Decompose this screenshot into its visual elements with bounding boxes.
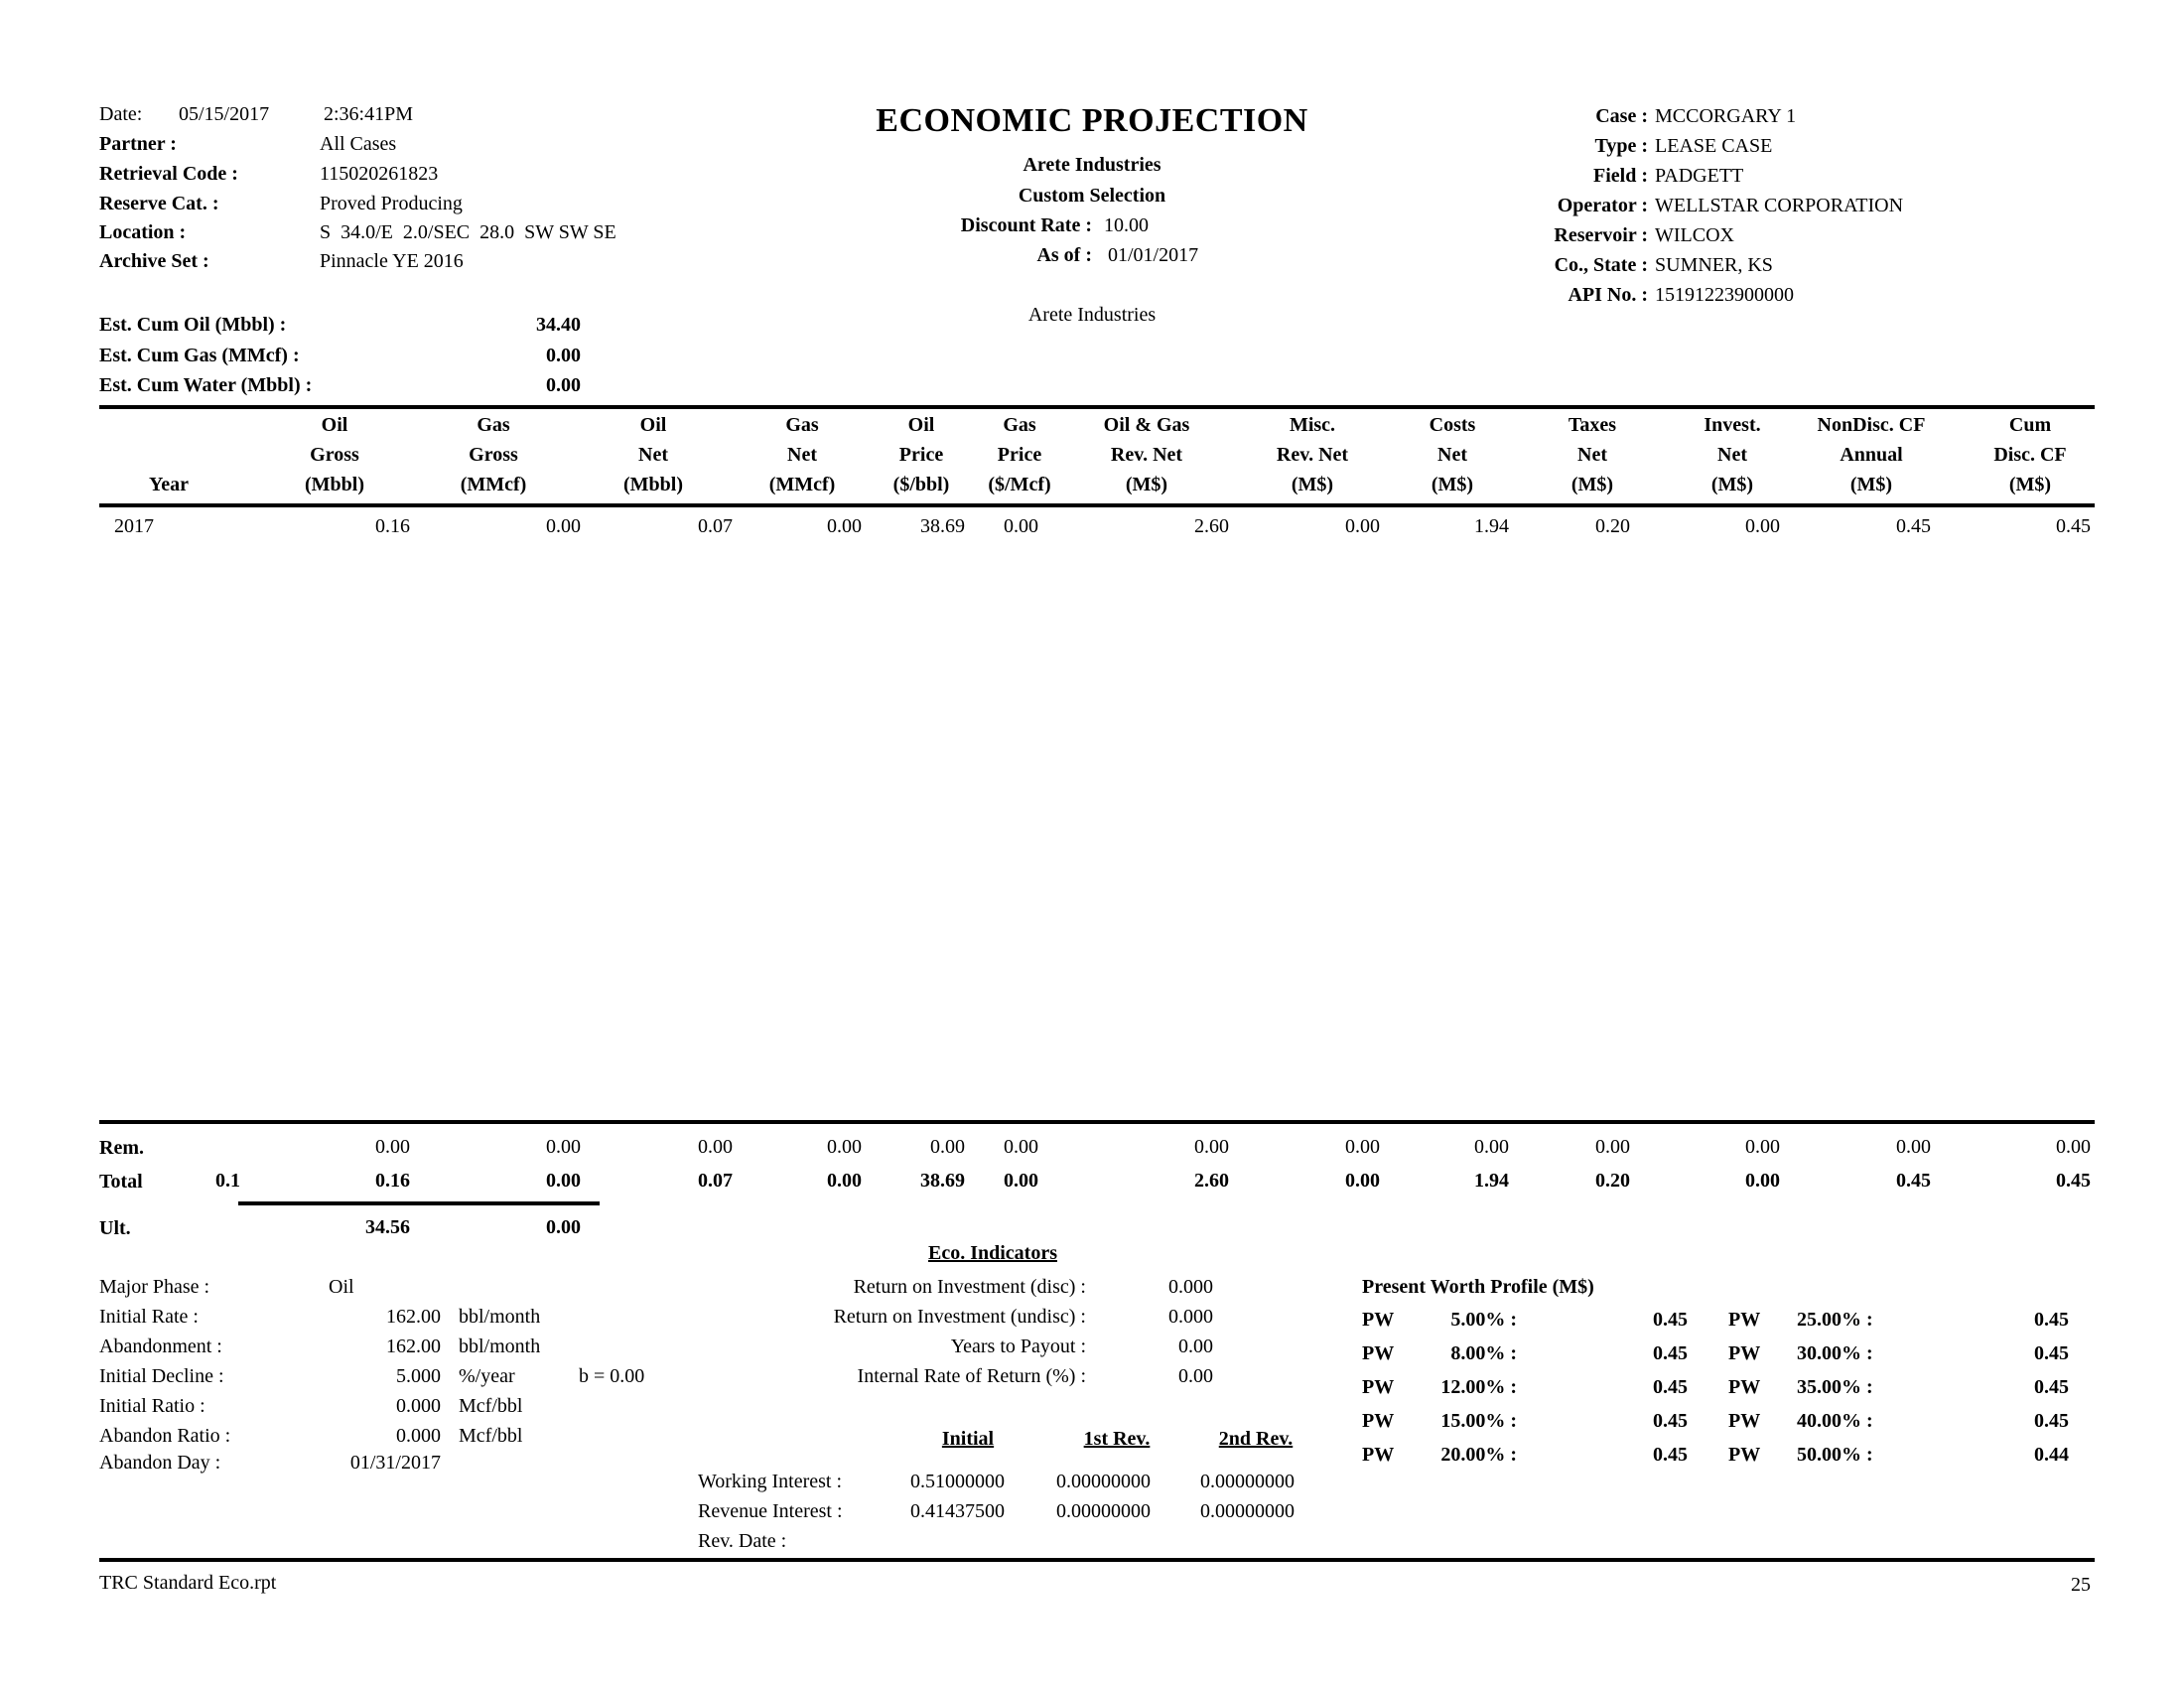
rem-gas-gross: 0.00	[546, 1136, 581, 1158]
pw-prefix: PW	[1728, 1342, 1761, 1364]
cell-oil-net: 0.07	[698, 515, 733, 537]
pw-rate: 50.00% :	[1797, 1444, 1873, 1466]
cell-oil-price: 38.69	[920, 515, 965, 537]
rem-costs: 0.00	[1474, 1136, 1509, 1158]
total-oil-net: 0.07	[698, 1170, 733, 1192]
time-value: 2:36:41PM	[324, 103, 414, 125]
pw-prefix: PW	[1362, 1444, 1395, 1466]
col-header-gas-gross: Gas Gross (MMcf)	[460, 414, 527, 495]
pw-rate: 15.00% :	[1440, 1410, 1517, 1432]
field-label: Field :	[1593, 165, 1648, 187]
pw-value: 0.45	[1653, 1376, 1688, 1398]
pw-value: 0.45	[2034, 1309, 2069, 1331]
total-oilgas-rev: 2.60	[1194, 1170, 1229, 1192]
initial-ratio-unit: Mcf/bbl	[459, 1395, 523, 1417]
asof-value: 01/01/2017	[1108, 244, 1199, 266]
total-misc-rev: 0.00	[1345, 1170, 1380, 1192]
cell-taxes: 0.20	[1595, 515, 1630, 537]
rem-oil-price: 0.00	[930, 1136, 965, 1158]
pw-prefix: PW	[1362, 1410, 1395, 1432]
revenue-interest-initial: 0.41437500	[910, 1500, 1005, 1522]
working-interest-1st: 0.00000000	[1056, 1471, 1151, 1492]
cum-water-value: 0.00	[546, 374, 581, 396]
abandon-day-label: Abandon Day :	[99, 1452, 221, 1474]
pw-prefix: PW	[1362, 1309, 1395, 1331]
rem-invest: 0.00	[1745, 1136, 1780, 1158]
cell-costs: 1.94	[1474, 515, 1509, 537]
totals-top-rule	[99, 1120, 2095, 1124]
rem-gas-net: 0.00	[827, 1136, 862, 1158]
initial-rate-unit: bbl/month	[459, 1306, 541, 1328]
roi-disc-label: Return on Investment (disc) :	[853, 1276, 1086, 1298]
page-number: 25	[2071, 1574, 2091, 1596]
pw-rate: 40.00% :	[1797, 1410, 1873, 1432]
roi-undisc-label: Return on Investment (undisc) :	[833, 1306, 1086, 1328]
pw-title: Present Worth Profile (M$)	[1362, 1276, 1594, 1298]
selection-name: Custom Selection	[1018, 185, 1166, 207]
cell-year: 2017	[114, 515, 154, 537]
col-header-year: Year	[149, 474, 189, 495]
ult-rule	[238, 1201, 600, 1205]
pw-rate: 30.00% :	[1797, 1342, 1873, 1364]
archive-value: Pinnacle YE 2016	[320, 250, 464, 272]
ult-label: Ult.	[99, 1217, 131, 1239]
col-header-oilgas-rev: Oil & Gas Rev. Net (M$)	[1103, 414, 1190, 495]
page-title: ECONOMIC PROJECTION	[876, 102, 1308, 139]
pw-rate: 12.00% :	[1440, 1376, 1517, 1398]
archive-label: Archive Set :	[99, 250, 209, 272]
type-label: Type :	[1594, 135, 1648, 157]
interest-header-1st-rev: 1st Rev.	[1083, 1428, 1151, 1450]
eco-title: Eco. Indicators	[928, 1242, 1057, 1264]
cell-nondisc-cf: 0.45	[1896, 515, 1931, 537]
rem-oil-gross: 0.00	[375, 1136, 410, 1158]
discount-label: Discount Rate :	[960, 214, 1092, 236]
col-header-cum-disc-cf: Cum Disc. CF (M$)	[1993, 414, 2067, 495]
total-years: 0.1	[215, 1170, 240, 1192]
total-costs: 1.94	[1474, 1170, 1509, 1192]
payout-label: Years to Payout :	[950, 1336, 1086, 1357]
pw-prefix: PW	[1362, 1342, 1395, 1364]
rem-oil-net: 0.00	[698, 1136, 733, 1158]
date-value: 05/15/2017	[179, 103, 270, 125]
retrieval-value: 115020261823	[320, 163, 439, 185]
costate-value: SUMNER, KS	[1655, 254, 1773, 276]
cum-oil-value: 34.40	[536, 314, 581, 336]
partner-label: Partner :	[99, 133, 177, 155]
total-taxes: 0.20	[1595, 1170, 1630, 1192]
case-label: Case :	[1595, 105, 1648, 127]
working-interest-2nd: 0.00000000	[1200, 1471, 1295, 1492]
ult-oil: 34.56	[365, 1216, 410, 1238]
location-value: S 34.0/E 2.0/SEC 28.0 SW SW SE	[320, 221, 616, 243]
pw-rate: 35.00% :	[1797, 1376, 1873, 1398]
pw-value: 0.44	[2034, 1444, 2069, 1466]
total-nondisc-cf: 0.45	[1896, 1170, 1931, 1192]
rem-oilgas-rev: 0.00	[1194, 1136, 1229, 1158]
cell-oil-gross: 0.16	[375, 515, 410, 537]
operator-label: Operator :	[1557, 195, 1648, 216]
cell-oilgas-rev: 2.60	[1194, 515, 1229, 537]
total-gas-price: 0.00	[1004, 1170, 1038, 1192]
initial-ratio-value: 0.000	[396, 1395, 441, 1417]
ult-gas: 0.00	[546, 1216, 581, 1238]
roi-disc-value: 0.000	[1168, 1276, 1213, 1298]
pw-value: 0.45	[1653, 1342, 1688, 1364]
b-value: b = 0.00	[579, 1365, 645, 1387]
revenue-interest-1st: 0.00000000	[1056, 1500, 1151, 1522]
rem-misc-rev: 0.00	[1345, 1136, 1380, 1158]
total-cum-disc-cf: 0.45	[2056, 1170, 2091, 1192]
working-interest-initial: 0.51000000	[910, 1471, 1005, 1492]
irr-value: 0.00	[1178, 1365, 1213, 1387]
pw-value: 0.45	[2034, 1342, 2069, 1364]
cell-gas-net: 0.00	[827, 515, 862, 537]
pw-prefix: PW	[1728, 1309, 1761, 1331]
pw-value: 0.45	[2034, 1410, 2069, 1432]
total-oil-gross: 0.16	[375, 1170, 410, 1192]
revenue-interest-2nd: 0.00000000	[1200, 1500, 1295, 1522]
pw-value: 0.45	[1653, 1444, 1688, 1466]
retrieval-label: Retrieval Code :	[99, 163, 238, 185]
reserve-label: Reserve Cat. :	[99, 193, 219, 214]
pw-rate: 20.00% :	[1440, 1444, 1517, 1466]
rem-gas-price: 0.00	[1004, 1136, 1038, 1158]
cell-gas-price: 0.00	[1004, 515, 1038, 537]
rem-label: Rem.	[99, 1137, 144, 1159]
footer-rule	[99, 1558, 2095, 1562]
abandon-ratio-value: 0.000	[396, 1425, 441, 1447]
asof-label: As of :	[1036, 244, 1092, 266]
reserve-value: Proved Producing	[320, 193, 463, 214]
col-header-costs: Costs Net (M$)	[1429, 414, 1476, 495]
pw-rate: 25.00% :	[1797, 1309, 1873, 1331]
cum-gas-value: 0.00	[546, 345, 581, 366]
major-phase-label: Major Phase :	[99, 1276, 210, 1298]
col-header-gas-price: Gas Price ($/Mcf)	[988, 414, 1051, 495]
rem-taxes: 0.00	[1595, 1136, 1630, 1158]
abandon-ratio-label: Abandon Ratio :	[99, 1425, 231, 1447]
initial-decline-label: Initial Decline :	[99, 1365, 224, 1387]
col-header-gas-net: Gas Net (MMcf)	[768, 414, 836, 495]
company-name-secondary: Arete Industries	[1027, 304, 1157, 326]
reservoir-value: WILCOX	[1655, 224, 1734, 246]
working-interest-label: Working Interest :	[698, 1471, 843, 1492]
col-header-invest: Invest. Net (M$)	[1704, 414, 1761, 495]
total-oil-price: 38.69	[920, 1170, 965, 1192]
abandon-day-value: 01/31/2017	[349, 1452, 441, 1474]
abandonment-value: 162.00	[386, 1336, 441, 1357]
payout-value: 0.00	[1178, 1336, 1213, 1357]
initial-rate-label: Initial Rate :	[99, 1306, 199, 1328]
partner-value: All Cases	[320, 133, 397, 155]
pw-prefix: PW	[1728, 1444, 1761, 1466]
pw-value: 0.45	[1653, 1309, 1688, 1331]
company-name: Arete Industries	[1023, 154, 1161, 176]
pw-rate: 5.00% :	[1450, 1309, 1517, 1331]
interest-header-initial: Initial	[941, 1428, 995, 1450]
revenue-interest-label: Revenue Interest :	[698, 1500, 843, 1522]
total-gas-gross: 0.00	[546, 1170, 581, 1192]
table-top-rule	[99, 405, 2095, 409]
api-value: 15191223900000	[1655, 284, 1794, 306]
operator-value: WELLSTAR CORPORATION	[1655, 195, 1904, 216]
total-invest: 0.00	[1745, 1170, 1780, 1192]
discount-value: 10.00	[1104, 214, 1149, 236]
interest-header-2nd-rev: 2nd Rev.	[1218, 1428, 1294, 1450]
pw-prefix: PW	[1728, 1376, 1761, 1398]
rem-cum-disc-cf: 0.00	[2056, 1136, 2091, 1158]
reservoir-label: Reservoir :	[1554, 224, 1648, 246]
abandon-ratio-unit: Mcf/bbl	[459, 1425, 523, 1447]
abandonment-label: Abandonment :	[99, 1336, 222, 1357]
case-value: MCCORGARY 1	[1655, 105, 1797, 127]
cell-gas-gross: 0.00	[546, 515, 581, 537]
cum-oil-label: Est. Cum Oil (Mbbl) :	[99, 314, 287, 336]
initial-decline-value: 5.000	[396, 1365, 441, 1387]
cum-water-label: Est. Cum Water (Mbbl) :	[99, 374, 313, 396]
pw-value: 0.45	[1653, 1410, 1688, 1432]
pw-rate: 8.00% :	[1450, 1342, 1517, 1364]
initial-rate-value: 162.00	[386, 1306, 441, 1328]
pw-value: 0.45	[2034, 1376, 2069, 1398]
table-header-rule	[99, 503, 2095, 507]
col-header-nondisc-cf: NonDisc. CF Annual (M$)	[1817, 414, 1926, 495]
api-label: API No. :	[1568, 284, 1648, 306]
pw-prefix: PW	[1728, 1410, 1761, 1432]
initial-decline-unit: %/year	[459, 1365, 515, 1387]
location-label: Location :	[99, 221, 187, 243]
total-label: Total	[99, 1171, 143, 1193]
col-header-oil-gross: Oil Gross (Mbbl)	[305, 414, 364, 495]
col-header-oil-price: Oil Price ($/bbl)	[892, 414, 950, 495]
pw-prefix: PW	[1362, 1376, 1395, 1398]
cell-cum-disc-cf: 0.45	[2056, 515, 2091, 537]
major-phase-value: Oil	[329, 1276, 354, 1298]
costate-label: Co., State :	[1554, 254, 1648, 276]
roi-undisc-value: 0.000	[1168, 1306, 1213, 1328]
col-header-taxes: Taxes Net (M$)	[1568, 414, 1617, 495]
cum-gas-label: Est. Cum Gas (MMcf) :	[99, 345, 300, 366]
cell-misc-rev: 0.00	[1345, 515, 1380, 537]
type-value: LEASE CASE	[1655, 135, 1773, 157]
rev-date-label: Rev. Date :	[698, 1530, 787, 1552]
date-label: Date:	[99, 103, 143, 125]
cell-invest: 0.00	[1745, 515, 1780, 537]
initial-ratio-label: Initial Ratio :	[99, 1395, 205, 1417]
irr-label: Internal Rate of Return (%) :	[857, 1365, 1086, 1387]
rem-nondisc-cf: 0.00	[1896, 1136, 1931, 1158]
total-gas-net: 0.00	[827, 1170, 862, 1192]
report-name: TRC Standard Eco.rpt	[99, 1572, 277, 1594]
abandonment-unit: bbl/month	[459, 1336, 541, 1357]
field-value: PADGETT	[1655, 165, 1744, 187]
col-header-oil-net: Oil Net (Mbbl)	[623, 414, 683, 495]
col-header-misc-rev: Misc. Rev. Net (M$)	[1276, 414, 1349, 495]
